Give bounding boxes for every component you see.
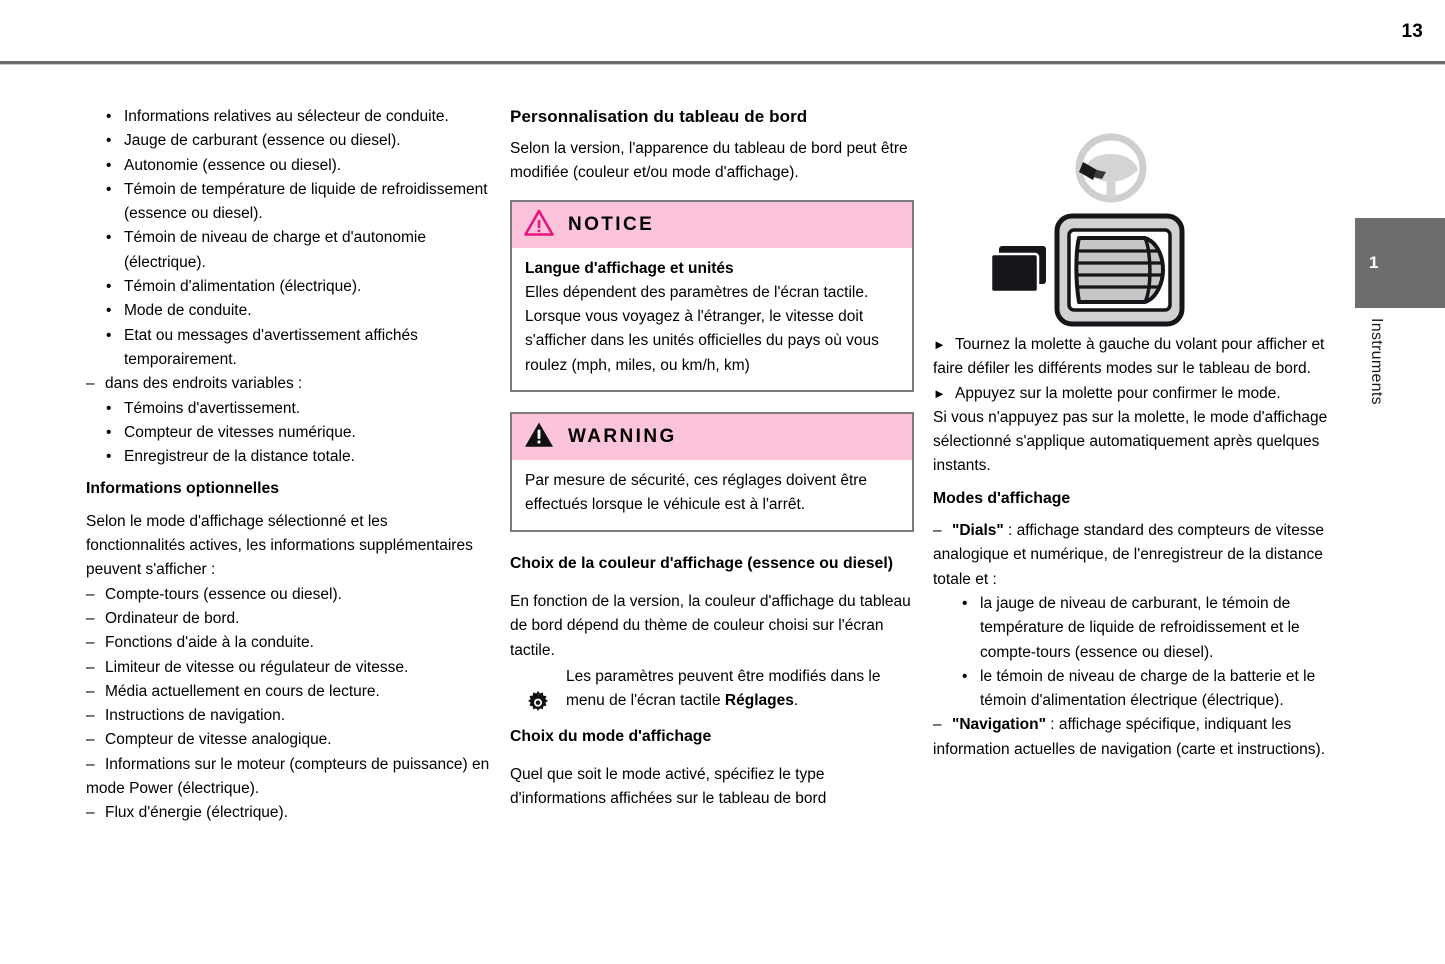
settings-menu-name: Réglages [724,692,794,710]
page-header [0,0,1445,64]
right-column [933,333,1333,762]
page-title: Personnalisation du tableau de bord [510,107,808,126]
dashboard-intro-text: Selon la version, l'apparence du tableau de bord peut être modifiée (couleur et/ou mode d'affichage). [510,140,908,182]
list-item-label: Flux d'énergie (électrique). [105,804,289,822]
mode-choice-text: Quel que soit le mode activé, spécifiez le type d'informations affichées sur le tableau de bord [510,766,827,808]
warning-triangle-outline-icon [524,209,554,241]
list-item [933,592,1333,665]
list-item-label: Ordinateur de bord. [105,609,240,627]
chapter-tab [1355,218,1445,308]
optional-info-heading: Informations optionnelles [86,480,280,498]
warning-body [512,460,912,530]
list-item-label: la jauge de niveau de carburant, le témoin de température de liquide de refroidissement et le compte-tours (essence ou diesel). [980,594,1300,661]
middle-column [510,105,914,812]
list-item [86,129,490,153]
bullet-icon: • [962,594,968,612]
list-item [933,665,1333,714]
bullet-icon: • [106,448,112,466]
list-item-label: Témoin d'alimentation (électrique). [124,278,362,296]
dash-icon: – [86,609,95,627]
notice-body-paragraph-2: Lorsque vous voyagez à l'étranger, le vitesse doit s'afficher dans les unités officielles du pays où vous roulez (mph, miles, ou km/h, km) [525,308,879,374]
steering-wheel-icon [1079,137,1143,199]
dash-icon: – [86,634,95,652]
dash-icon: – [86,585,95,603]
chapter-tab-label: Instruments [1368,318,1385,405]
list-item [86,445,490,469]
warning-label: WARNING [568,426,677,448]
list-item-label: Témoins d'avertissement. [124,399,301,417]
list-item-label: Etat ou messages d'avertissement affichés temporairement. [124,326,418,368]
page-number: 13 [1401,21,1423,42]
bullet-icon: • [106,399,112,417]
bullet-icon: • [962,667,968,685]
optional-info-list [86,583,490,826]
settings-note-text [566,665,914,714]
bullet-icon: • [106,108,112,125]
list-item-label: Informations relatives au sélecteur de conduite. [124,108,449,125]
bullet-icon: • [106,278,112,296]
list-item [86,275,490,299]
list-item-label: Fonctions d'aide à la conduite. [105,634,314,652]
optional-info-intro: Selon le mode d'affichage sélectionné et les fonctionnalités actives, les informations supplémentaires peuvent s'afficher : [86,512,473,579]
dash-icon: – [86,755,95,773]
thumbwheel-roller-icon [1057,216,1182,324]
list-item-label: Enregistreur de la distance totale. [124,448,355,466]
mode-choice-heading: Choix du mode d'affichage [510,727,712,745]
variable-places-list [86,372,490,469]
list-item [86,154,490,178]
notice-header [512,202,912,248]
settings-note [510,665,914,717]
mode-name-dials: "Dials" [952,522,1004,540]
dash-icon: – [86,682,95,700]
bullet-icon: • [106,132,112,150]
list-item [86,631,490,655]
triangle-right-icon: ► [933,337,946,352]
dash-icon: – [86,658,95,676]
bullet-icon: • [106,423,112,441]
list-item-label: Tournez la molette à gauche du volant pour afficher et faire défiler les différents modes sur le tableau de bord. [933,336,1325,378]
list-item-label: Compte-tours (essence ou diesel). [105,585,342,603]
list-item [86,226,490,275]
chapter-tab-number: 1 [1369,253,1379,272]
list-item-label: Limiteur de vitesse ou régulateur de vitesse. [105,658,409,676]
list-item [933,713,1333,762]
list-item [86,704,490,728]
list-item [86,728,490,752]
list-item [86,324,490,373]
notice-sub-heading: Langue d'affichage et unités [525,259,734,277]
list-item [933,519,1333,592]
bullet-icon: • [106,302,112,320]
triangle-right-icon: ► [933,385,946,401]
dash-icon: – [86,707,95,725]
list-item [86,753,490,802]
list-item [86,680,490,704]
list-item-label: Jauge de carburant (essence ou diesel). [124,132,401,150]
list-item-label: Mode de conduite. [124,302,252,320]
dash-icon: – [933,522,942,540]
list-item-label: Témoin de niveau de charge et d'autonomie (électrique). [124,229,426,271]
dash-icon: – [86,804,95,822]
list-item [86,105,490,129]
notice-body [512,248,912,390]
notice-box [510,200,914,392]
mode-description-navigation: : affichage spécifique, indiquant les information actuelles de navigation (carte et instructions). [933,716,1326,758]
thumbwheel-step-note: Si vous n'appuyez pas sur la molette, le mode d'affichage sélectionné s'applique automatiquement après quelques instants. [933,408,1328,475]
list-item [86,421,490,445]
list-item-label: Témoin de température de liquide de refroidissement (essence ou diesel). [124,180,488,223]
settings-note-text-after: . [793,692,799,710]
bullet-icon: • [106,180,112,198]
list-item-label: dans des endroits variables : [105,375,303,393]
list-item [86,801,490,825]
list-item-label: Compteur de vitesse analogique. [105,731,332,749]
display-modes-heading: Modes d'affichage [933,489,1071,507]
list-item-label: Autonomie (essence ou diesel). [124,156,342,174]
notice-body-paragraph-1: Elles dépendent des paramètres de l'écran tactile. [525,283,869,301]
stacked-cards-icon [991,246,1046,292]
settings-note-text-before: Les paramètres peuvent être modifiés dans le menu de l'écran tactile [566,667,881,710]
list-item [933,382,1333,406]
list-item [86,607,490,631]
list-item [86,397,490,421]
bullet-icon: • [106,326,112,344]
steering-wheel-thumbwheel-illustration [975,120,1215,330]
warning-box [510,412,914,532]
mode-description-dials: : affichage standard des compteurs de vitesse analogique et numérique, de l'enregistreur de la distance totale et : [933,522,1324,588]
warning-body-text: Par mesure de sécurité, ces réglages doivent être effectués lorsque le véhicule est à l'arrêt. [525,472,868,514]
list-item-label: le témoin de niveau de charge de la batterie et le témoin d'alimentation électrique (électrique). [980,667,1316,710]
list-item [933,333,1333,382]
dash-icon: – [86,375,95,393]
thumbwheel-steps-list [933,333,1333,406]
color-choice-heading: Choix de la couleur d'affichage (essence ou diesel) [510,554,893,572]
list-item [86,583,490,607]
list-item [86,656,490,680]
gear-icon [510,665,566,717]
color-choice-text: En fonction de la version, la couleur d'affichage du tableau de bord dépend du thème de couleur choisi sur l'écran tactile. [510,592,911,659]
bullet-icon: • [106,156,112,174]
warning-triangle-solid-icon [524,421,554,453]
left-column [86,105,490,826]
header-divider [0,61,1445,65]
list-item-label: Appuyez sur la molette pour confirmer le mode. [955,384,1281,402]
dash-icon: – [933,716,942,734]
dash-icon: – [86,731,95,749]
mode-name-navigation: "Navigation" [952,716,1046,734]
bullet-icon: • [106,229,112,247]
list-item [86,178,490,227]
notice-label: NOTICE [568,213,655,235]
instrument-info-bullet-list [86,105,490,372]
display-modes-list [933,519,1333,762]
list-item-label: Média actuellement en cours de lecture. [105,682,380,700]
list-item-label: Compteur de vitesses numérique. [124,423,356,441]
warning-header [512,414,912,460]
list-item-label: Informations sur le moteur (compteurs de puissance) en mode Power (électrique). [86,755,490,798]
list-item [86,299,490,323]
list-item-label: Instructions de navigation. [105,707,286,725]
list-item [86,372,490,396]
